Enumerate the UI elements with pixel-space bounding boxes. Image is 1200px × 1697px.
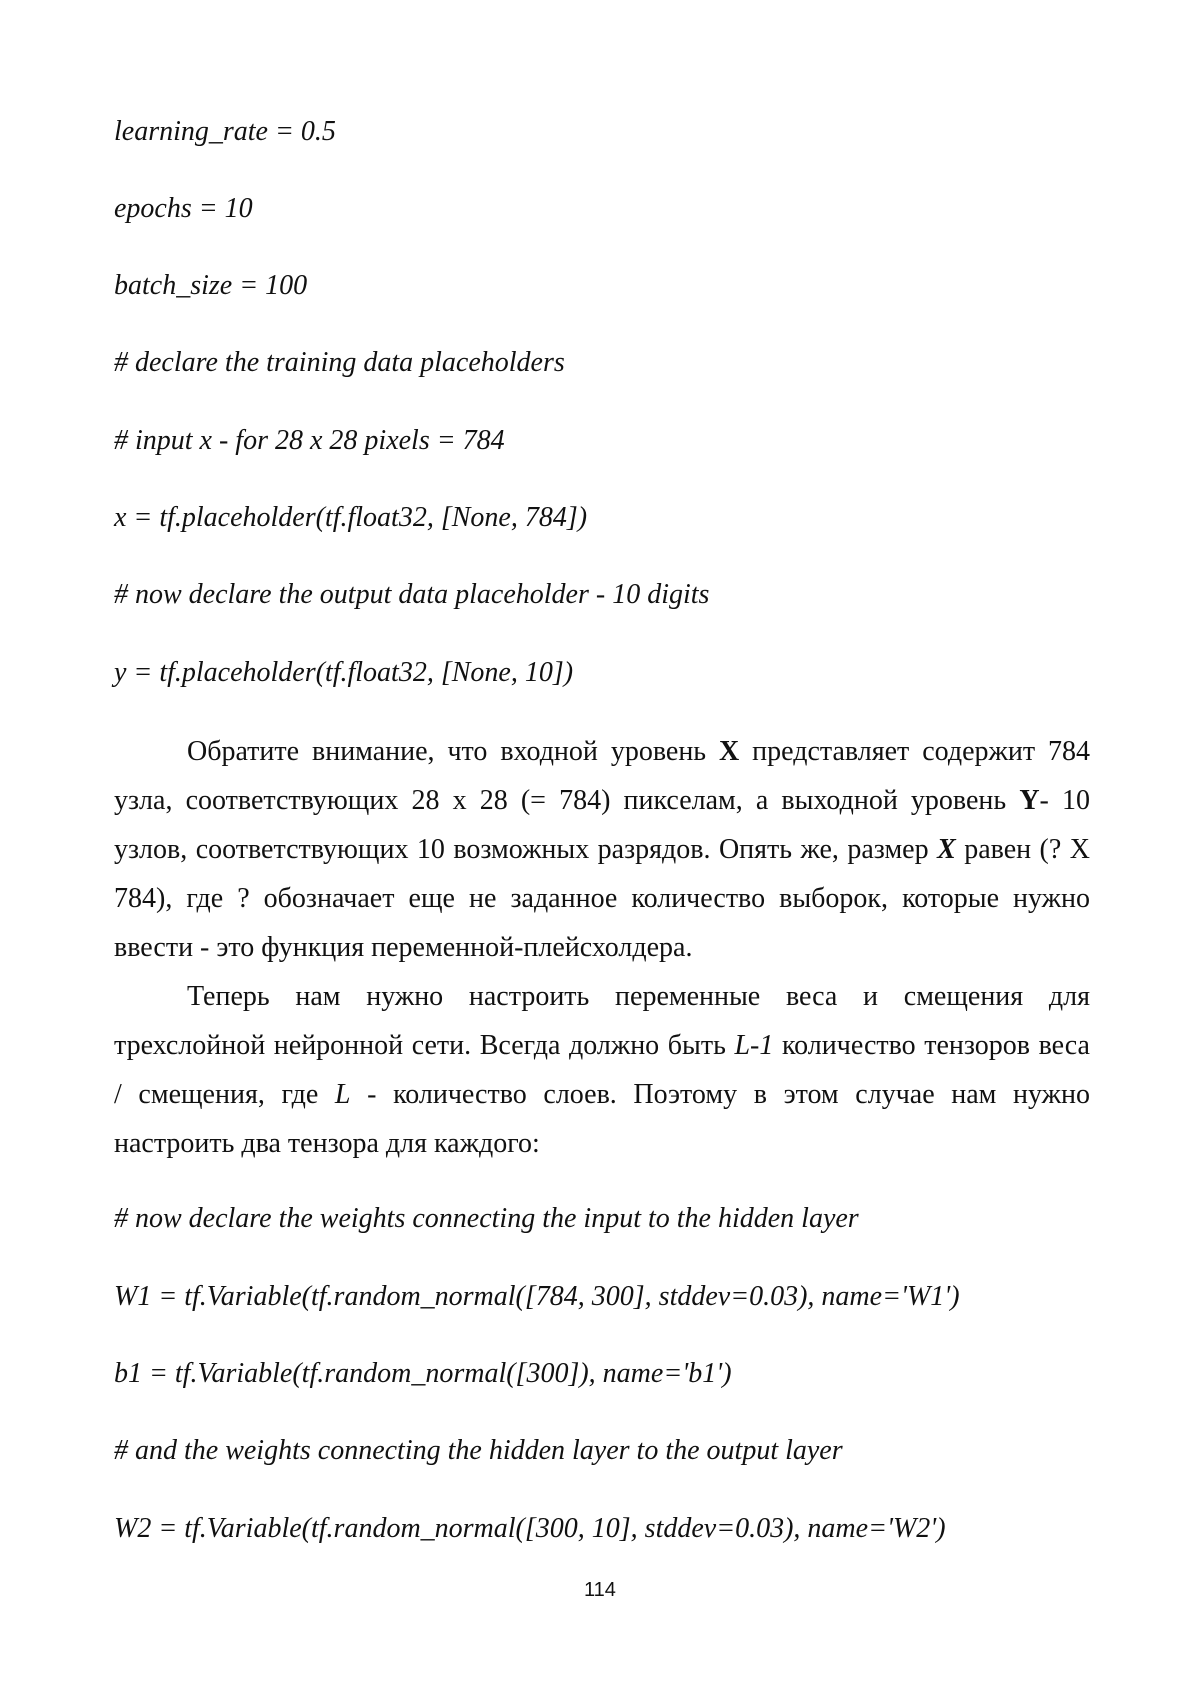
paragraph-1-text-a: Обратите внимание, что входной уровень [187,736,720,767]
code-comment-input-hidden: # now declare the weights connecting the input to the hidden layer [114,1203,859,1234]
code-comment-hidden-output: # and the weights connecting the hidden layer to the output layer [114,1435,843,1466]
code-comment-input-x: # input x - for 28 x 28 pixels = 784 [114,425,505,456]
paragraph-weights-biases [114,972,1090,1168]
code-line-epochs: epochs = 10 [114,193,253,224]
italic-l: L [334,1079,351,1110]
paragraph-2-text-b: количество тензоров веса / смещения, где [114,1030,1090,1110]
paragraph-2-text-c: - количество слоев. Поэтому в этом случае нам нужно настроить два тензора для каждого: [114,1079,1090,1159]
bold-y-term: Y [1019,785,1040,816]
bold-x-term: X [719,736,740,767]
italic-l-minus-1: L-1 [734,1030,774,1061]
paragraph-2-text-a: Теперь нам нужно настроить переменные веса и смещения для трехслойной нейронной сети. Всегда должно быть [114,981,1090,1061]
code-comment-placeholders: # declare the training data placeholders [114,347,565,378]
paragraph-1-text-b: представляет содержит 784 узла, соответствующих 28 х 28 (= 784) пикселам, а выходной уровень [114,736,1090,816]
code-line-b1: b1 = tf.Variable(tf.random_normal([300]), name='b1') [114,1358,732,1389]
paragraph-input-output-layers [114,727,1090,972]
code-line-x-placeholder: x = tf.placeholder(tf.float32, [None, 784]) [114,502,588,533]
code-line-w2: W2 = tf.Variable(tf.random_normal([300, 10], stddev=0.03), name='W2') [114,1513,946,1544]
code-line-w1: W1 = tf.Variable(tf.random_normal([784, 300], stddev=0.03), name='W1') [114,1281,960,1312]
paragraph-1-text-d: равен (? X 784), где ? обозначает еще не заданное количество выборок, которые нужно ввести - это функция переменной-плейсхолдера. [114,834,1090,963]
code-line-y-placeholder: y = tf.placeholder(tf.float32, [None, 10]) [114,657,574,688]
paragraph-1-text-c: - 10 узлов, соответствующих 10 возможных разрядов. Опять же, размер [114,785,1090,865]
bold-italic-x-term: X [937,834,956,865]
code-comment-output: # now declare the output data placeholder - 10 digits [114,579,710,610]
code-line-learning-rate: learning_rate = 0.5 [114,116,336,147]
code-line-batch-size: batch_size = 100 [114,270,308,301]
page-number: 114 [584,1579,616,1601]
